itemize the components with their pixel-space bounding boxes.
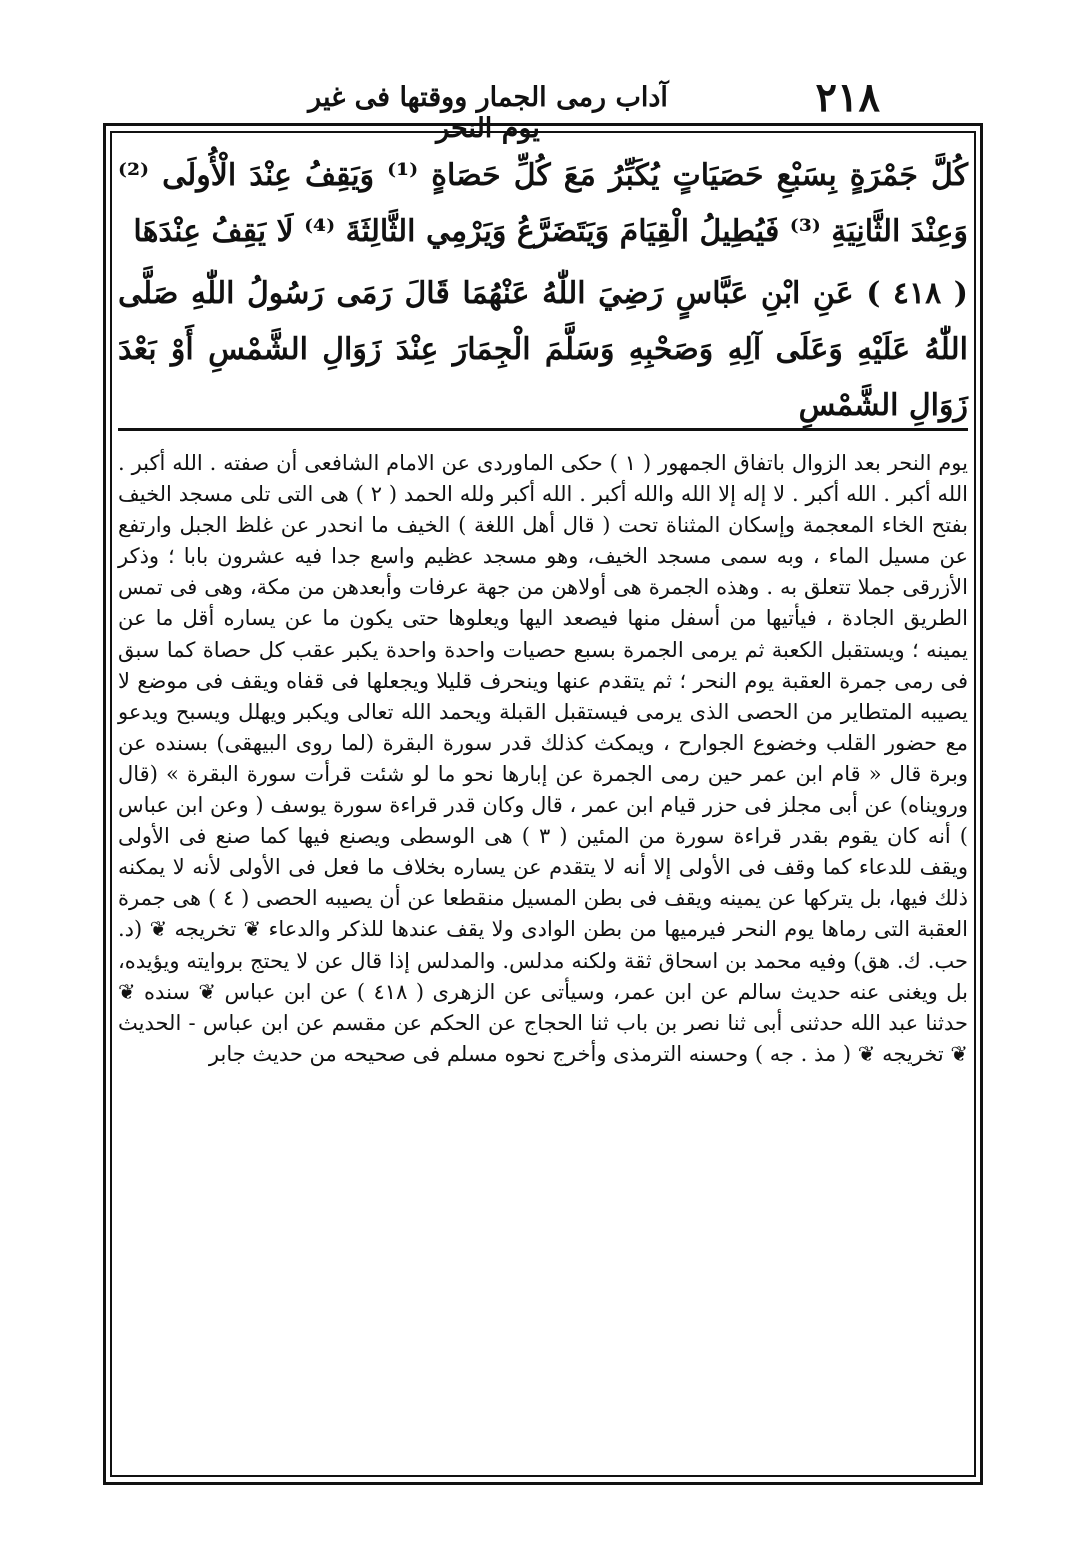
page-number: ٢١٨ (815, 74, 880, 121)
sharh-paragraph: يوم النحر بعد الزوال باتفاق الجمهور ( ١ ) حكى الماوردى عن الامام الشافعى أن صفته . الله أكبر . الله أكبر . الله أكبر . لا إله إلا الله والله أكبر . الله أكبر ولله الحمد ( ٢ ) هى التى تلى مسجد الخيف بفتح الخاء المعجمة وإسكان المثناة تحت ( قال أهل اللغة ) الخيف ما انحدر عن غلظ الجبل وارتفع عن مسيل الماء ، وبه سمى مسجد الخيف، وهو مسجد عظيم واسع جدا فيه عشرون بابا ؛ وذكر الأزرقى جملا تتعلق به . وهذه الجمرة هى أولاهن من جهة عرفات وأبعدهن من مكة، وهى فى تمس الطريق الجادة ، فيأتيها من أسفل منها فيصعد اليها ويعلوها حتى يكون ما عن يساره أقل ما عن يمينه ؛ ويستقبل الكعبة ثم يرمى الجمرة بسبع حصيات واحدة واحدة يكبر عقب كل حصاة كما سبق فى رمى جمرة العقبة يوم النحر ؛ ثم يتقدم عنها وينحرف قليلا ويجعلها فى قفاه ويقف فى موضع لا يصيبه المتطاير من الحصى الذى يرمى فيستقبل القبلة ويحمد الله تعالى ويكبر ويهلل ويسبح ويدعو مع حضور القلب وخضوع الجوارح ، ويمكث كذلك قدر سورة البقرة (لما روى البيهقى) بسنده عن وبرة قال « قام ابن عمر حين رمى الجمرة عن إبارها نحو ما لو شئت قرأت سورة البقرة » (قال ورويناه) عن أبى مجلز فى حزر قيام ابن عمر ، قال وكان قدر قراءة سورة يوسف ( وعن ابن عباس ) أنه كان يقوم بقدر قراءة سورة من المئين ( ٣ ) هى الوسطى ويصنع فيها كما صنع فى الأولى ويقف للدعاء كما وقف فى الأولى إلا أنه لا يتقدم عن يساره بخلاف ما فعل فى الأولى لأنه لا يمكنه ذلك فيها، بل يتركها عن يمينه ويقف فى بطن المسيل منقطعا عن أن يصيبه الحصى ( ٤ ) هى جمرة العقبة التى رماها يوم النحر فيرميها من بطن الوادى ولا يقف عندها للذكر والدعاء ❦ تخريجه ❦ (د. حب. ك. هق) وفيه محمد بن اسحاق ثقة ولكنه مدلس. والمدلس إذا قال عن لا يحتج بروايته ويؤيده، بل ويغنى عنه حديث سالم عن ابن عمر، وسيأتى عن الزهرى ( ٤١٨ ) عن ابن عباس ❦ سنده ❦ حدثنا عبد الله حدثنى أبى ثنا نصر بن باب ثنا الحجاج عن الحكم عن مقسم عن ابن عباس - الحديث ❦ تخريجه ❦ ( مذ . جه ) وحسنه الترمذى وأخرج نحوه مسلم فى صحيحه من حديث جابر (118, 451, 969, 1066)
hadith-418-paragraph: ( ٤١٨ ) عَنِ ابْنِ عَبَّاسٍ رَضِيَ اللّٰهُ عَنْهُمَا قَالَ رَمَى رَسُولُ اللّٰهِ صَلَّى اللّٰهُ عَلَيْهِ وَعَلَى آلِهِ وَصَحْبِهِ وَسَلَّمَ الْجِمَارَ عِنْدَ زَوَالِ الشَّمْسِ أَوْ بَعْدَ زَوَالِ الشَّمْسِ (118, 276, 968, 423)
running-title: آداب رمى الجمار ووقتها فى غير يوم النحر (308, 82, 668, 144)
sharh-commentary-block (118, 448, 968, 1070)
matn-sharh-divider (118, 428, 968, 431)
matn-paragraph: كُلَّ جَمْرَةٍ بِسَبْعِ حَصَيَاتٍ يُكَبِّرُ مَعَ كُلِّ حَصَاةٍ ⁽¹⁾ وَيَقِفُ عِنْدَ الْأُولَى ⁽²⁾ وَعِنْدَ الثَّانِيَةِ ⁽³⁾ فَيُطِيلُ الْقِيَامَ وَيَتَضَرَّعُ وَيَرْمِي الثَّالِثَةَ ⁽⁴⁾ لَا يَقِفُ عِنْدَهَا (118, 158, 968, 249)
matn-text-block (118, 148, 968, 434)
